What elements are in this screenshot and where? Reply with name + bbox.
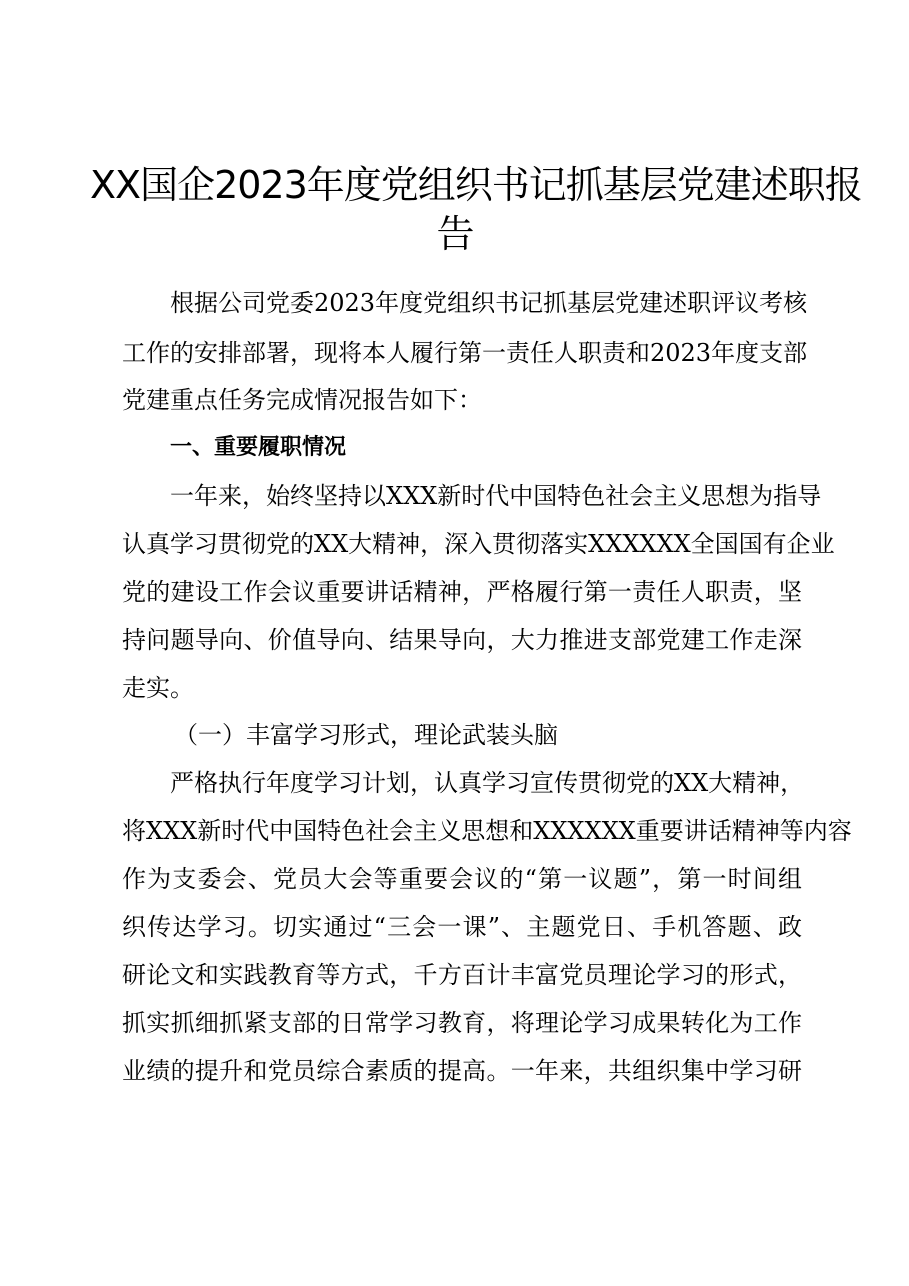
paragraph-line: 走实。 (122, 674, 194, 702)
paragraph-line: 抓实抓细抓紧支部的日常学习教育，将理论学习成果转化为工作 (122, 1009, 802, 1037)
paragraph-line: 业绩的提升和党员综合素质的提高。一年来，共组织集中学习研 (122, 1057, 802, 1085)
paragraph-line: 将XXX新时代中国特色社会主义思想和XXXXXX重要讲话精神等内容 (122, 817, 852, 845)
paragraph-line: 党的建设工作会议重要讲话精神，严格履行第一责任人职责，坚 (122, 578, 802, 606)
paragraph-line: 认真学习贯彻党的XX大精神，深入贯彻落实XXXXXX全国国有企业 (122, 530, 835, 558)
paragraph-line: 根据公司党委2023年度党组织书记抓基层党建述职评议考核 (170, 289, 808, 317)
paragraph-line: 工作的安排部署，现将本人履行第一责任人职责和2023年度支部 (122, 339, 808, 367)
document-title-line-2: 告 (436, 212, 474, 256)
paragraph-line: 一年来，始终坚持以XXX新时代中国特色社会主义思想为指导 (170, 482, 822, 510)
paragraph-line: 严格执行年度学习计划，认真学习宣传贯彻党的XX大精神， (170, 769, 805, 797)
paragraph-line: 持问题导向、价值导向、结果导向，大力推进支部党建工作走深 (122, 626, 802, 654)
paragraph-line: 织传达学习。切实通过“三会一课”、主题党日、手机答题、政 (122, 913, 802, 941)
paragraph-line: 作为支委会、党员大会等重要会议的“第一议题”，第一时间组 (122, 865, 802, 893)
document-title-line-1: XX国企2023年度党组织书记抓基层党建述职报 (90, 163, 862, 207)
paragraph-line: 党建重点任务完成情况报告如下： (122, 386, 482, 414)
section-heading: 一、重要履职情况 (170, 435, 347, 460)
paragraph-line: 研论文和实践教育等方式，千方百计丰富党员理论学习的形式， (122, 961, 802, 989)
subsection-heading: （一）丰富学习形式，理论武装头脑 (174, 721, 558, 749)
